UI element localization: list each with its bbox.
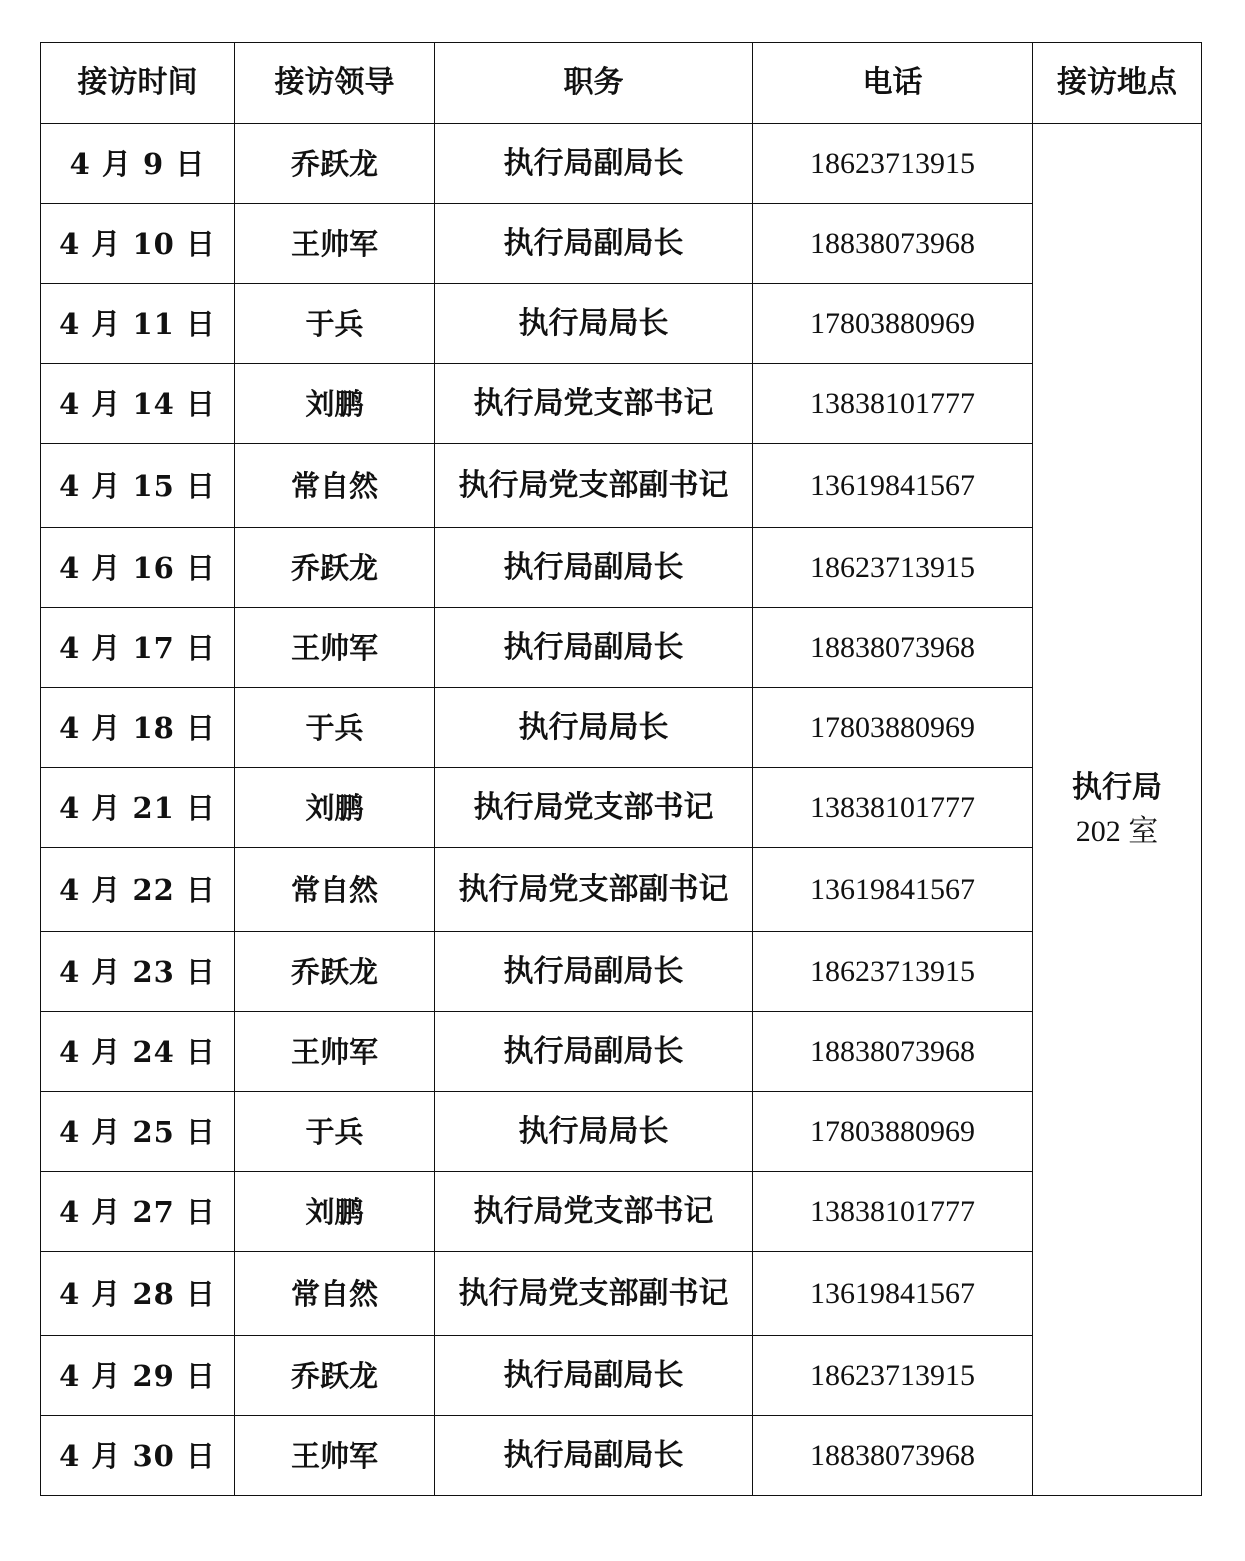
cell-date: 4 月 29 日 <box>41 1336 235 1416</box>
header-reception-location: 接访地点 <box>1033 43 1202 124</box>
cell-title: 执行局副局长 <box>435 124 753 204</box>
cell-leader: 乔跃龙 <box>235 932 435 1012</box>
location-line-1: 执行局 <box>1072 769 1162 805</box>
cell-leader: 乔跃龙 <box>235 124 435 204</box>
cell-phone: 13619841567 <box>753 848 1033 932</box>
table-row <box>41 124 1202 204</box>
cell-phone: 13838101777 <box>753 364 1033 444</box>
cell-leader: 刘鹏 <box>235 768 435 848</box>
cell-date: 4 月 15 日 <box>41 444 235 528</box>
cell-leader: 王帅军 <box>235 204 435 284</box>
table-row <box>41 1012 1202 1092</box>
cell-date: 4 月 9 日 <box>41 124 235 204</box>
cell-date: 4 月 18 日 <box>41 688 235 768</box>
cell-phone: 17803880969 <box>753 688 1033 768</box>
reception-schedule-table <box>40 42 1202 1496</box>
cell-phone: 18623713915 <box>753 1336 1033 1416</box>
cell-title: 执行局党支部副书记 <box>435 848 753 932</box>
table-row <box>41 528 1202 608</box>
cell-leader: 常自然 <box>235 1252 435 1336</box>
table-row <box>41 284 1202 364</box>
cell-date: 4 月 28 日 <box>41 1252 235 1336</box>
table-row <box>41 1092 1202 1172</box>
cell-phone: 13619841567 <box>753 1252 1033 1336</box>
cell-leader: 乔跃龙 <box>235 1336 435 1416</box>
cell-title: 执行局局长 <box>435 284 753 364</box>
cell-title: 执行局党支部书记 <box>435 1172 753 1252</box>
cell-date: 4 月 24 日 <box>41 1012 235 1092</box>
cell-title: 执行局副局长 <box>435 1416 753 1496</box>
cell-title: 执行局局长 <box>435 1092 753 1172</box>
cell-leader: 常自然 <box>235 848 435 932</box>
table-row <box>41 768 1202 848</box>
cell-title: 执行局副局长 <box>435 528 753 608</box>
table-row <box>41 1336 1202 1416</box>
cell-leader: 王帅军 <box>235 1012 435 1092</box>
cell-title: 执行局党支部副书记 <box>435 444 753 528</box>
cell-leader: 刘鹏 <box>235 1172 435 1252</box>
cell-phone: 18838073968 <box>753 1416 1033 1496</box>
cell-phone: 13619841567 <box>753 444 1033 528</box>
cell-leader: 于兵 <box>235 1092 435 1172</box>
cell-date: 4 月 22 日 <box>41 848 235 932</box>
cell-date: 4 月 10 日 <box>41 204 235 284</box>
cell-phone: 13838101777 <box>753 768 1033 848</box>
cell-title: 执行局党支部书记 <box>435 364 753 444</box>
cell-phone: 13838101777 <box>753 1172 1033 1252</box>
table-row <box>41 688 1202 768</box>
cell-leader: 于兵 <box>235 284 435 364</box>
cell-phone: 18623713915 <box>753 124 1033 204</box>
cell-date: 4 月 25 日 <box>41 1092 235 1172</box>
cell-phone: 17803880969 <box>753 284 1033 364</box>
cell-phone: 18838073968 <box>753 204 1033 284</box>
table-row <box>41 364 1202 444</box>
cell-date: 4 月 30 日 <box>41 1416 235 1496</box>
cell-title: 执行局副局长 <box>435 1012 753 1092</box>
header-phone: 电话 <box>753 43 1033 124</box>
cell-title: 执行局副局长 <box>435 204 753 284</box>
cell-date: 4 月 21 日 <box>41 768 235 848</box>
cell-date: 4 月 11 日 <box>41 284 235 364</box>
cell-phone: 18838073968 <box>753 608 1033 688</box>
cell-title: 执行局副局长 <box>435 932 753 1012</box>
cell-title: 执行局副局长 <box>435 1336 753 1416</box>
header-reception-time: 接访时间 <box>41 43 235 124</box>
cell-location <box>1033 124 1202 1496</box>
cell-leader: 刘鹏 <box>235 364 435 444</box>
cell-leader: 于兵 <box>235 688 435 768</box>
header-reception-leader: 接访领导 <box>235 43 435 124</box>
cell-date: 4 月 23 日 <box>41 932 235 1012</box>
cell-leader: 王帅军 <box>235 1416 435 1496</box>
cell-leader: 王帅军 <box>235 608 435 688</box>
cell-phone: 17803880969 <box>753 1092 1033 1172</box>
table-body <box>41 124 1202 1496</box>
cell-phone: 18623713915 <box>753 932 1033 1012</box>
table-row <box>41 932 1202 1012</box>
table-header-row <box>41 43 1202 124</box>
cell-title: 执行局党支部副书记 <box>435 1252 753 1336</box>
cell-phone: 18623713915 <box>753 528 1033 608</box>
cell-leader: 常自然 <box>235 444 435 528</box>
header-position: 职务 <box>435 43 753 124</box>
table-row <box>41 1172 1202 1252</box>
cell-date: 4 月 27 日 <box>41 1172 235 1252</box>
cell-phone: 18838073968 <box>753 1012 1033 1092</box>
cell-date: 4 月 17 日 <box>41 608 235 688</box>
table-row <box>41 1252 1202 1336</box>
cell-date: 4 月 16 日 <box>41 528 235 608</box>
cell-title: 执行局局长 <box>435 688 753 768</box>
location-line-2: 202 室 <box>1075 814 1159 848</box>
cell-title: 执行局党支部书记 <box>435 768 753 848</box>
table-row <box>41 444 1202 528</box>
cell-leader: 乔跃龙 <box>235 528 435 608</box>
table-row <box>41 204 1202 284</box>
table-row <box>41 1416 1202 1496</box>
table-row <box>41 608 1202 688</box>
cell-title: 执行局副局长 <box>435 608 753 688</box>
cell-date: 4 月 14 日 <box>41 364 235 444</box>
table-row <box>41 848 1202 932</box>
